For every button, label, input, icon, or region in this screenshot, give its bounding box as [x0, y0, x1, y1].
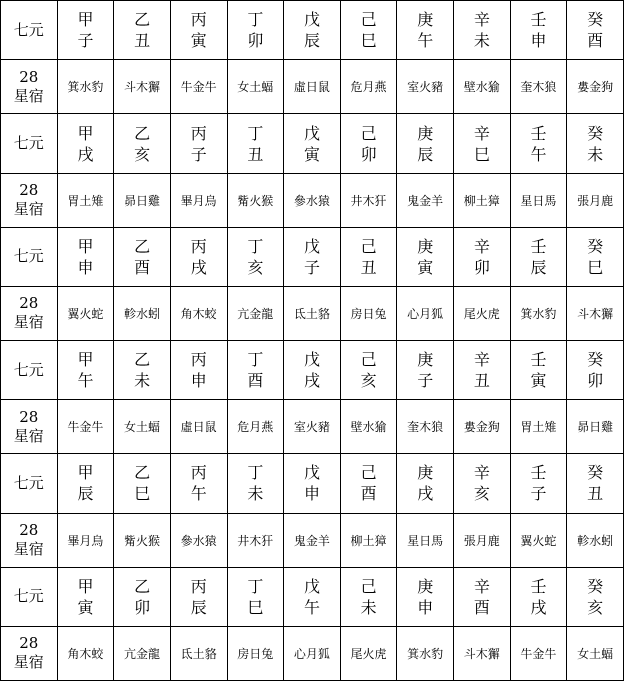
cell-text: 斗木獬 — [577, 306, 614, 321]
cell-text: 胃土雉 — [67, 193, 104, 208]
cell-text: 甲戌 — [77, 123, 94, 164]
row-label-text: 28 — [19, 407, 39, 426]
mansion-cell — [227, 400, 284, 454]
cell-text: 壬戌 — [530, 576, 547, 617]
ganzhi-cell — [397, 567, 454, 626]
ganzhi-cell — [510, 340, 567, 399]
cell-text: 乙酉 — [134, 236, 151, 277]
cell-text: 丙子 — [190, 123, 207, 164]
cell-text: 己巳 — [360, 10, 377, 51]
cell-text: 箕水豹 — [67, 80, 104, 95]
mansion-cell — [397, 400, 454, 454]
mansion-cell — [510, 626, 567, 680]
cell-text: 軫水蚓 — [124, 306, 161, 321]
mansion-cell — [57, 400, 114, 454]
ganzhi-cell — [57, 567, 114, 626]
ganzhi-cell — [114, 1, 171, 60]
mansion-cell — [567, 60, 624, 114]
cell-text: 癸未 — [587, 123, 604, 164]
cell-text: 戊辰 — [303, 10, 320, 51]
ganzhi-cell — [284, 114, 341, 173]
cell-text: 井木犴 — [237, 533, 274, 548]
ganzhi-cell — [57, 114, 114, 173]
mansion-cell — [284, 400, 341, 454]
cell-text: 心月狐 — [407, 306, 444, 321]
cell-text: 室火豬 — [293, 420, 330, 435]
cell-text: 昴日雞 — [124, 193, 161, 208]
cell-text: 翼火蛇 — [520, 533, 557, 548]
ganzhi-cell — [510, 454, 567, 513]
cell-text: 癸酉 — [587, 10, 604, 51]
ganzhi-cell — [170, 114, 227, 173]
table-row-qiyuan — [1, 567, 624, 626]
mansion-cell — [57, 626, 114, 680]
cell-text: 壁水㺄 — [350, 420, 387, 435]
cell-text: 庚申 — [417, 576, 434, 617]
ganzhi-cell — [454, 227, 511, 286]
table-row-qiyuan — [1, 340, 624, 399]
row-label-text: 七元 — [13, 587, 44, 606]
cell-text: 己卯 — [360, 123, 377, 164]
mansion-cell — [340, 173, 397, 227]
cell-text: 辛酉 — [473, 576, 490, 617]
cell-text: 庚辰 — [417, 123, 434, 164]
table-row-mansions — [1, 513, 624, 567]
cell-text: 壬子 — [530, 463, 547, 504]
table-body — [1, 1, 624, 681]
ganzhi-cell — [114, 227, 171, 286]
cell-text: 牛金牛 — [520, 646, 557, 661]
mansion-cell — [510, 60, 567, 114]
ganzhi-cell — [227, 567, 284, 626]
ganzhi-cell — [170, 227, 227, 286]
ganzhi-cell — [397, 1, 454, 60]
row-label-text: 星宿 — [13, 426, 44, 445]
mansion-cell — [114, 173, 171, 227]
mansion-cell — [397, 513, 454, 567]
table-row-mansions — [1, 626, 624, 680]
mansion-cell — [340, 400, 397, 454]
ganzhi-cell — [284, 454, 341, 513]
cell-text: 畢月烏 — [67, 533, 104, 548]
cell-text: 乙亥 — [134, 123, 151, 164]
ganzhi-cell — [397, 227, 454, 286]
row-label — [1, 454, 58, 513]
row-label-text: 七元 — [13, 360, 44, 379]
mansion-cell — [57, 287, 114, 341]
cell-text: 井木犴 — [350, 193, 387, 208]
ganzhi-cell — [454, 567, 511, 626]
row-label — [1, 287, 58, 341]
mansion-cell — [340, 626, 397, 680]
ganzhi-cell — [284, 227, 341, 286]
row-label-text: 七元 — [13, 247, 44, 266]
mansion-cell — [454, 513, 511, 567]
row-label-text: 28 — [19, 521, 39, 540]
cell-text: 辛巳 — [473, 123, 490, 164]
ganzhi-cell — [454, 340, 511, 399]
table-row-qiyuan — [1, 227, 624, 286]
ganzhi-cell — [340, 340, 397, 399]
cell-text: 甲寅 — [77, 576, 94, 617]
row-label-text: 28 — [19, 634, 39, 653]
ganzhi-cell — [454, 454, 511, 513]
ganzhi-cell — [57, 1, 114, 60]
mansion-cell — [114, 513, 171, 567]
ganzhi-cell — [284, 1, 341, 60]
ganzhi-cell — [227, 454, 284, 513]
mansion-cell — [454, 400, 511, 454]
ganzhi-cell — [227, 340, 284, 399]
mansion-cell — [454, 626, 511, 680]
mansion-cell — [284, 513, 341, 567]
mansion-cell — [170, 400, 227, 454]
cell-text: 參水猿 — [293, 193, 330, 208]
ganzhi-cell — [340, 454, 397, 513]
table-row-qiyuan — [1, 454, 624, 513]
cell-text: 昴日雞 — [577, 420, 614, 435]
mansion-cell — [340, 60, 397, 114]
table-row-mansions — [1, 173, 624, 227]
mansion-cell — [114, 626, 171, 680]
mansion-cell — [510, 400, 567, 454]
cell-text: 甲申 — [77, 236, 94, 277]
cell-text: 女土蝠 — [237, 80, 274, 95]
ganzhi-cell — [397, 340, 454, 399]
row-label — [1, 513, 58, 567]
ganzhi-cell — [340, 114, 397, 173]
ganzhi-cell — [57, 227, 114, 286]
mansion-cell — [510, 287, 567, 341]
row-label-text: 星宿 — [13, 653, 44, 672]
cell-text: 乙丑 — [134, 10, 151, 51]
cell-text: 畢月烏 — [180, 193, 217, 208]
cell-text: 辛丑 — [473, 350, 490, 391]
ganzhi-cell — [567, 340, 624, 399]
ganzhi-cell — [454, 1, 511, 60]
cell-text: 壬午 — [530, 123, 547, 164]
cell-text: 室火豬 — [407, 80, 444, 95]
mansion-cell — [284, 60, 341, 114]
cell-text: 箕水豹 — [407, 646, 444, 661]
row-label-text: 星宿 — [13, 86, 44, 105]
row-label — [1, 400, 58, 454]
ganzhi-cell — [567, 454, 624, 513]
cell-text: 癸巳 — [587, 236, 604, 277]
ganzhi-cell — [567, 114, 624, 173]
cell-text: 觜火猴 — [237, 193, 274, 208]
cell-text: 辛未 — [473, 10, 490, 51]
cell-text: 戊午 — [303, 576, 320, 617]
row-label-text: 星宿 — [13, 200, 44, 219]
table-row-qiyuan — [1, 114, 624, 173]
cell-text: 斗木獬 — [463, 646, 500, 661]
ganzhi-cell — [510, 227, 567, 286]
mansion-cell — [57, 173, 114, 227]
cell-text: 甲辰 — [77, 463, 94, 504]
ganzhi-cell — [170, 1, 227, 60]
mansion-cell — [227, 626, 284, 680]
mansion-cell — [397, 173, 454, 227]
ganzhi-cell — [227, 114, 284, 173]
cell-text: 觜火猴 — [124, 533, 161, 548]
cell-text: 己未 — [360, 576, 377, 617]
cell-text: 斗木獬 — [124, 80, 161, 95]
cell-text: 女土蝠 — [577, 646, 614, 661]
mansion-cell — [227, 287, 284, 341]
mansion-cell — [454, 287, 511, 341]
mansion-cell — [397, 60, 454, 114]
ganzhi-cell — [397, 114, 454, 173]
cell-text: 戊寅 — [303, 123, 320, 164]
cell-text: 乙卯 — [134, 576, 151, 617]
row-label — [1, 173, 58, 227]
ganzhi-cell — [510, 567, 567, 626]
cell-text: 柳土獐 — [350, 533, 387, 548]
row-label — [1, 340, 58, 399]
mansion-cell — [284, 626, 341, 680]
cell-text: 角木蛟 — [180, 306, 217, 321]
ganzhi-cell — [454, 114, 511, 173]
cell-text: 婁金狗 — [577, 80, 614, 95]
mansion-cell — [227, 60, 284, 114]
row-label-text: 28 — [19, 67, 39, 86]
cell-text: 己酉 — [360, 463, 377, 504]
ganzhi-cell — [510, 114, 567, 173]
ganzhi-cell — [340, 567, 397, 626]
mansion-cell — [170, 513, 227, 567]
row-label — [1, 227, 58, 286]
cell-text: 危月燕 — [237, 420, 274, 435]
cell-text: 尾火虎 — [350, 646, 387, 661]
cell-text: 婁金狗 — [463, 420, 500, 435]
cell-text: 奎木狼 — [520, 80, 557, 95]
ganzhi-cell — [227, 227, 284, 286]
mansion-cell — [227, 513, 284, 567]
ganzhi-cell — [170, 567, 227, 626]
mansion-cell — [57, 60, 114, 114]
mansion-cell — [397, 626, 454, 680]
mansion-cell — [567, 513, 624, 567]
cell-text: 丙辰 — [190, 576, 207, 617]
table-row-mansions — [1, 287, 624, 341]
mansion-cell — [567, 400, 624, 454]
cell-text: 庚午 — [417, 10, 434, 51]
row-label — [1, 1, 58, 60]
mansion-cell — [227, 173, 284, 227]
cell-text: 甲子 — [77, 10, 94, 51]
cell-text: 鬼金羊 — [407, 193, 444, 208]
cell-text: 柳土獐 — [463, 193, 500, 208]
cell-text: 軫水蚓 — [577, 533, 614, 548]
ganzhi-cell — [57, 454, 114, 513]
cell-text: 奎木狼 — [407, 420, 444, 435]
cell-text: 虛日鼠 — [293, 80, 330, 95]
cell-text: 丁酉 — [247, 350, 264, 391]
mansion-cell — [284, 287, 341, 341]
mansion-cell — [567, 287, 624, 341]
cell-text: 戊子 — [303, 236, 320, 277]
row-label-text: 七元 — [13, 473, 44, 492]
cell-text: 張月鹿 — [577, 193, 614, 208]
ganzhi-cell — [567, 567, 624, 626]
cell-text: 箕水豹 — [520, 306, 557, 321]
ganzhi-cell — [114, 567, 171, 626]
cell-text: 危月燕 — [350, 80, 387, 95]
cell-text: 氐土貉 — [180, 646, 217, 661]
cell-text: 己亥 — [360, 350, 377, 391]
cell-text: 庚寅 — [417, 236, 434, 277]
cell-text: 丁亥 — [247, 236, 264, 277]
ganzhi-cell — [170, 454, 227, 513]
row-label — [1, 626, 58, 680]
mansion-cell — [397, 287, 454, 341]
table-row-mansions — [1, 60, 624, 114]
cell-text: 參水猿 — [180, 533, 217, 548]
cell-text: 牛金牛 — [67, 420, 104, 435]
mansion-cell — [284, 173, 341, 227]
row-label — [1, 114, 58, 173]
cell-text: 甲午 — [77, 350, 94, 391]
cell-text: 丙戌 — [190, 236, 207, 277]
cell-text: 鬼金羊 — [293, 533, 330, 548]
row-label-text: 七元 — [13, 20, 44, 39]
ganzhi-cell — [284, 340, 341, 399]
row-label — [1, 567, 58, 626]
ganzhi-cell — [567, 227, 624, 286]
cell-text: 己丑 — [360, 236, 377, 277]
cell-text: 丙申 — [190, 350, 207, 391]
cell-text: 乙未 — [134, 350, 151, 391]
ganzhi-cell — [114, 454, 171, 513]
cell-text: 壬辰 — [530, 236, 547, 277]
cell-text: 庚子 — [417, 350, 434, 391]
cell-text: 癸卯 — [587, 350, 604, 391]
cell-text: 癸丑 — [587, 463, 604, 504]
cell-text: 癸亥 — [587, 576, 604, 617]
cell-text: 角木蛟 — [67, 646, 104, 661]
ganzhi-cell — [57, 340, 114, 399]
cell-text: 丙午 — [190, 463, 207, 504]
cell-text: 星日馬 — [407, 533, 444, 548]
mansion-cell — [170, 287, 227, 341]
cell-text: 氐土貉 — [293, 306, 330, 321]
cell-text: 丁丑 — [247, 123, 264, 164]
ganzhi-cell — [114, 340, 171, 399]
cell-text: 牛金牛 — [180, 80, 217, 95]
cell-text: 丁卯 — [247, 10, 264, 51]
cell-text: 張月鹿 — [463, 533, 500, 548]
row-label-text: 28 — [19, 294, 39, 313]
cell-text: 戊戌 — [303, 350, 320, 391]
mansion-cell — [567, 173, 624, 227]
mansion-cell — [57, 513, 114, 567]
ganzhi-cell — [170, 340, 227, 399]
cell-text: 丙寅 — [190, 10, 207, 51]
mansion-cell — [340, 513, 397, 567]
cell-text: 翼火蛇 — [67, 306, 104, 321]
cell-text: 乙巳 — [134, 463, 151, 504]
mansion-cell — [170, 173, 227, 227]
row-label — [1, 60, 58, 114]
cell-text: 心月狐 — [293, 646, 330, 661]
mansion-cell — [170, 60, 227, 114]
ganzhi-cell — [397, 454, 454, 513]
ganzhi-cell — [114, 114, 171, 173]
cell-text: 辛亥 — [473, 463, 490, 504]
ganzhi-cell — [284, 567, 341, 626]
ganzhi-cell — [340, 1, 397, 60]
mansion-cell — [510, 513, 567, 567]
cell-text: 尾火虎 — [463, 306, 500, 321]
mansion-cell — [114, 60, 171, 114]
cell-text: 庚戌 — [417, 463, 434, 504]
cell-text: 壬寅 — [530, 350, 547, 391]
mansion-cell — [340, 287, 397, 341]
mansion-cell — [114, 400, 171, 454]
row-label-text: 星宿 — [13, 540, 44, 559]
cell-text: 亢金龍 — [124, 646, 161, 661]
mansion-cell — [454, 173, 511, 227]
mansion-cell — [114, 287, 171, 341]
ganzhi-cell — [510, 1, 567, 60]
row-label-text: 星宿 — [13, 313, 44, 332]
ganzhi-cell — [567, 1, 624, 60]
mansion-cell — [510, 173, 567, 227]
cell-text: 戊申 — [303, 463, 320, 504]
cell-text: 壬申 — [530, 10, 547, 51]
ganzhi-cell — [227, 1, 284, 60]
cell-text: 房日兔 — [350, 306, 387, 321]
cell-text: 丁未 — [247, 463, 264, 504]
mansion-cell — [170, 626, 227, 680]
cell-text: 女土蝠 — [124, 420, 161, 435]
table-row-mansions — [1, 400, 624, 454]
table-row-qiyuan — [1, 1, 624, 60]
cell-text: 胃土雉 — [520, 420, 557, 435]
mansion-cell — [567, 626, 624, 680]
ganzhi-cell — [340, 227, 397, 286]
cell-text: 壁水㺄 — [463, 80, 500, 95]
row-label-text: 七元 — [13, 134, 44, 153]
cell-text: 星日馬 — [520, 193, 557, 208]
cell-text: 亢金龍 — [237, 306, 274, 321]
cell-text: 房日兔 — [237, 646, 274, 661]
cell-text: 丁巳 — [247, 576, 264, 617]
cell-text: 辛卯 — [473, 236, 490, 277]
cell-text: 虛日鼠 — [180, 420, 217, 435]
mansion-cell — [454, 60, 511, 114]
row-label-text: 28 — [19, 181, 39, 200]
